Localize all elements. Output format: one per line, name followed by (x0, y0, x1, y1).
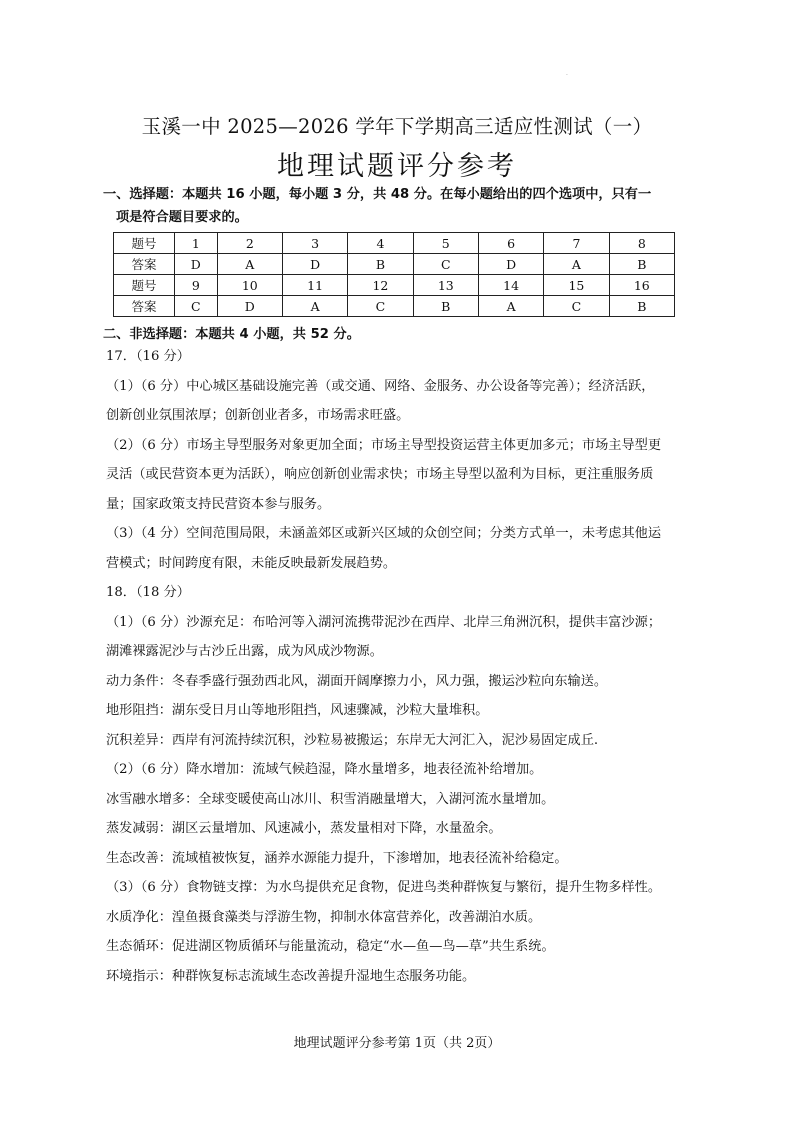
text-line: 湖滩裸露泥沙与古沙丘出露，成为风成沙物源。 (106, 644, 383, 659)
table-cell: 12 (348, 275, 413, 296)
table-cell: 15 (544, 275, 609, 296)
table-row (114, 233, 675, 254)
text-line: 营模式；时间跨度有限，未能反映最新发展趋势。 (106, 555, 397, 571)
text-line: 环境指示：种群恢复标志流域生态改善提升湿地生态服务功能。 (106, 968, 476, 984)
text-line: 灵活（或民营资本更为活跃），响应创新创业需求快；市场主导型以盈利为目标，更注重服务质 (106, 467, 654, 482)
table-cell: 答案 (114, 254, 175, 275)
page-title: 地理试题评分参考 (277, 151, 517, 182)
answer-body (106, 342, 696, 991)
table-cell: 13 (413, 275, 478, 296)
table-cell: 6 (478, 233, 543, 254)
table-cell: D (175, 254, 218, 275)
text-line: 量；国家政策支持民营资本参与服务。 (106, 496, 331, 512)
text-line: （3）（6 分）食物链支撑：为水鸟提供充足食物，促进鸟类种群恢复与繁衍，提升生物多样性。 (106, 880, 662, 895)
table-cell: A (282, 296, 347, 317)
text-line: 生态改善：流域植被恢复，涵养水源能力提升，下渗增加，地表径流补给稳定。 (106, 850, 568, 866)
table-cell: 5 (413, 233, 478, 254)
table-cell: 题号 (114, 275, 175, 296)
table-cell: 4 (348, 233, 413, 254)
text-line: 动力条件：冬春季盛行强劲西北风，湖面开阔摩擦力小，风力强，搬运沙粒向东输送。 (106, 673, 608, 689)
table-cell: 10 (217, 275, 282, 296)
table-cell: 7 (544, 233, 609, 254)
scan-dot: · (566, 72, 568, 79)
text-line: 冰雪融水增多：全球变暖使高山冰川、积雪消融量增大，入湖河流水量增加。 (106, 791, 555, 807)
text-line: （1）（6 分）沙源充足：布哈河等入湖河流携带泥沙在西岸、北岸三角洲沉积，提供丰富沙源； (106, 614, 662, 630)
table-cell: 8 (609, 233, 674, 254)
table-row (114, 296, 675, 317)
section-1-line-2: 项是符合题目要求的。 (116, 210, 248, 225)
text-line: （2）（6 分）降水增加：流域气候趋湿，降水量增多，地表径流补给增加。 (106, 762, 543, 777)
page-footer: 地理试题评分参考第 1页（共 2页） (293, 1036, 501, 1051)
section-1-heading (103, 183, 703, 229)
text-line: 生态循环：促进湖区物质循环与能量流动，稳定“水—鱼—鸟—草”共生系统。 (106, 939, 555, 954)
table-cell: C (544, 296, 609, 317)
table-cell: 2 (217, 233, 282, 254)
table-cell: 9 (175, 275, 218, 296)
table-cell: B (609, 254, 674, 275)
table-cell: 11 (282, 275, 347, 296)
question-18-heading: 18．（18 分） (106, 585, 190, 600)
text-line: 水质净化：湟鱼摄食藻类与浮游生物，抑制水体富营养化，改善湖泊水质。 (106, 909, 542, 925)
table-cell: C (348, 296, 413, 317)
table-cell: D (217, 296, 282, 317)
table-cell: B (609, 296, 674, 317)
table-cell: B (348, 254, 413, 275)
text-line: 创新创业氛围浓厚；创新创业者多，市场需求旺盛。 (106, 408, 410, 423)
table-cell: A (217, 254, 282, 275)
question-17-heading: 17．（16 分） (106, 349, 190, 364)
table-cell: A (544, 254, 609, 275)
text-line: 沉积差异：西岸有河流持续沉积，沙粒易被搬运；东岸无大河汇入，泥沙易固定成丘. (106, 732, 599, 748)
table-cell: 题号 (114, 233, 175, 254)
table-cell: 1 (175, 233, 218, 254)
table-cell: 3 (282, 233, 347, 254)
text-line: （3）（4 分）空间范围局限，未涵盖郊区或新兴区域的众创空间；分类方式单一，未考虑其他运 (106, 526, 662, 541)
table-cell: 14 (478, 275, 543, 296)
exam-subtitle: 玉溪一中 2025—2026 学年下学期高三适应性测试（一） (141, 115, 653, 138)
table-cell: C (175, 296, 218, 317)
text-line: 地形阻挡：湖东受日月山等地形阻挡，风速骤减，沙粒大量堆积。 (106, 703, 489, 718)
section-1-line-1: 一、选择题：本题共 16 小题，每小题 3 分，共 48 分。在每小题给出的四个选项中，只有一 (103, 187, 652, 202)
table-row (114, 275, 675, 296)
table-cell: A (478, 296, 543, 317)
table-cell: B (413, 296, 478, 317)
answer-table (113, 232, 675, 317)
table-row (114, 254, 675, 275)
table-cell: D (282, 254, 347, 275)
table-cell: 16 (609, 275, 674, 296)
table-cell: C (413, 254, 478, 275)
text-line: （2）（6 分）市场主导型服务对象更加全面；市场主导型投资运营主体更加多元；市场主导型更 (106, 437, 662, 453)
table-cell: 答案 (114, 296, 175, 317)
text-line: 蒸发减弱：湖区云量增加、风速减小，蒸发量相对下降，水量盈余。 (106, 821, 502, 836)
table-cell: D (478, 254, 543, 275)
section-2-heading: 二、非选择题：本题共 4 小题，共 52 分。 (103, 327, 360, 342)
text-line: （1）（6 分）中心城区基础设施完善（或交通、网络、金服务、办公设备等完善）；经济活跃， (106, 378, 655, 394)
